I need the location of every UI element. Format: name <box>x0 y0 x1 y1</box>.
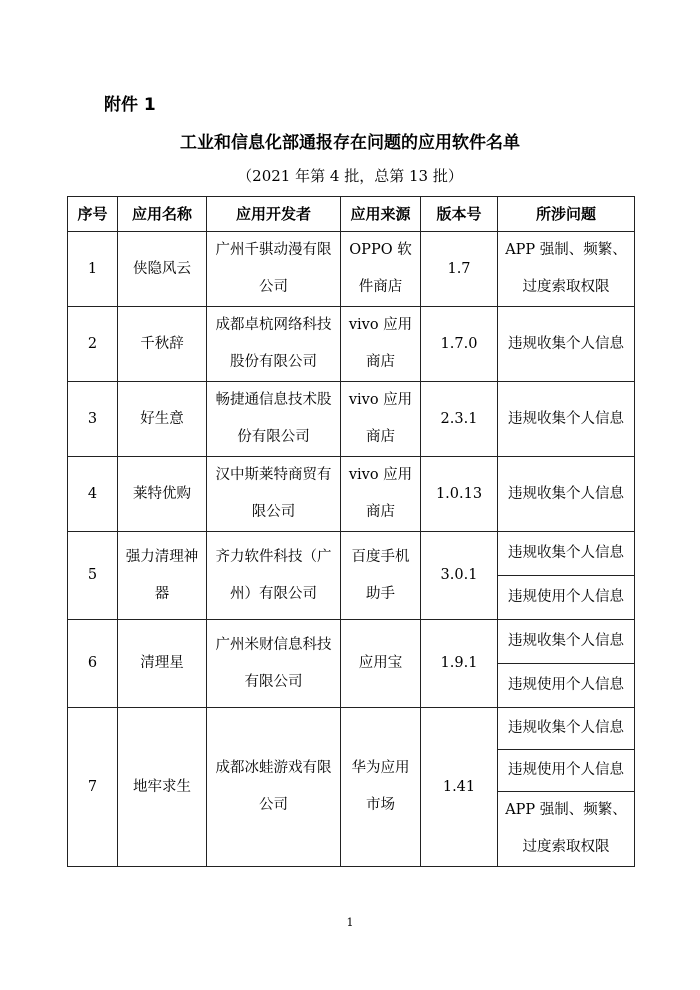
table-row <box>68 620 635 664</box>
column-header: 序号 <box>68 197 118 232</box>
app-name: 侠隐风云 <box>118 232 207 307</box>
app-source: vivo 应用商店 <box>341 307 421 382</box>
column-header: 应用开发者 <box>207 197 341 232</box>
attachment-label: 附件 1 <box>104 95 156 115</box>
row-number: 6 <box>68 620 118 708</box>
table-row <box>68 532 635 576</box>
app-developer: 汉中斯莱特商贸有限公司 <box>207 457 341 532</box>
document-subtitle: （2021 年第 4 批，总第 13 批） <box>237 167 463 185</box>
app-version: 1.9.1 <box>421 620 498 708</box>
app-issue: 违规收集个人信息 <box>498 307 635 382</box>
row-number: 2 <box>68 307 118 382</box>
app-issue: APP 强制、频繁、过度索取权限 <box>498 792 635 867</box>
app-version: 1.41 <box>421 708 498 867</box>
app-developer: 广州米财信息科技有限公司 <box>207 620 341 708</box>
app-issue: APP 强制、频繁、过度索取权限 <box>498 232 635 307</box>
table-row <box>68 232 635 307</box>
app-name: 强力清理神器 <box>118 532 207 620</box>
table-row <box>68 457 635 532</box>
column-header: 版本号 <box>421 197 498 232</box>
app-version: 3.0.1 <box>421 532 498 620</box>
app-version: 2.3.1 <box>421 382 498 457</box>
column-header: 应用名称 <box>118 197 207 232</box>
page-number: 1 <box>346 916 354 929</box>
app-developer: 成都冰蛙游戏有限公司 <box>207 708 341 867</box>
app-version: 1.0.13 <box>421 457 498 532</box>
app-issue: 违规收集个人信息 <box>498 708 635 750</box>
app-issue: 违规收集个人信息 <box>498 620 635 664</box>
app-issue: 违规收集个人信息 <box>498 532 635 576</box>
app-developer: 成都卓杭网络科技股份有限公司 <box>207 307 341 382</box>
app-source: 百度手机助手 <box>341 532 421 620</box>
app-developer: 齐力软件科技（广州）有限公司 <box>207 532 341 620</box>
app-source: vivo 应用商店 <box>341 457 421 532</box>
app-source: 华为应用市场 <box>341 708 421 867</box>
app-name: 莱特优购 <box>118 457 207 532</box>
app-issue: 违规收集个人信息 <box>498 382 635 457</box>
app-issue: 违规使用个人信息 <box>498 664 635 708</box>
app-source: vivo 应用商店 <box>341 382 421 457</box>
app-version: 1.7 <box>421 232 498 307</box>
app-issue: 违规使用个人信息 <box>498 750 635 792</box>
app-source: 应用宝 <box>341 620 421 708</box>
row-number: 1 <box>68 232 118 307</box>
column-header: 应用来源 <box>341 197 421 232</box>
app-issue: 违规收集个人信息 <box>498 457 635 532</box>
app-developer: 广州千骐动漫有限公司 <box>207 232 341 307</box>
app-name: 千秋辞 <box>118 307 207 382</box>
column-header: 所涉问题 <box>498 197 635 232</box>
document-title: 工业和信息化部通报存在问题的应用软件名单 <box>180 133 520 153</box>
table-row <box>68 708 635 750</box>
table-header-row <box>68 197 635 232</box>
app-name: 清理星 <box>118 620 207 708</box>
row-number: 5 <box>68 532 118 620</box>
app-version: 1.7.0 <box>421 307 498 382</box>
table-row <box>68 382 635 457</box>
app-developer: 畅捷通信息技术股份有限公司 <box>207 382 341 457</box>
app-name: 地牢求生 <box>118 708 207 867</box>
row-number: 3 <box>68 382 118 457</box>
app-source: OPPO 软件商店 <box>341 232 421 307</box>
table-row <box>68 307 635 382</box>
app-list-table <box>67 196 635 867</box>
app-issue: 违规使用个人信息 <box>498 576 635 620</box>
app-name: 好生意 <box>118 382 207 457</box>
row-number: 4 <box>68 457 118 532</box>
row-number: 7 <box>68 708 118 867</box>
